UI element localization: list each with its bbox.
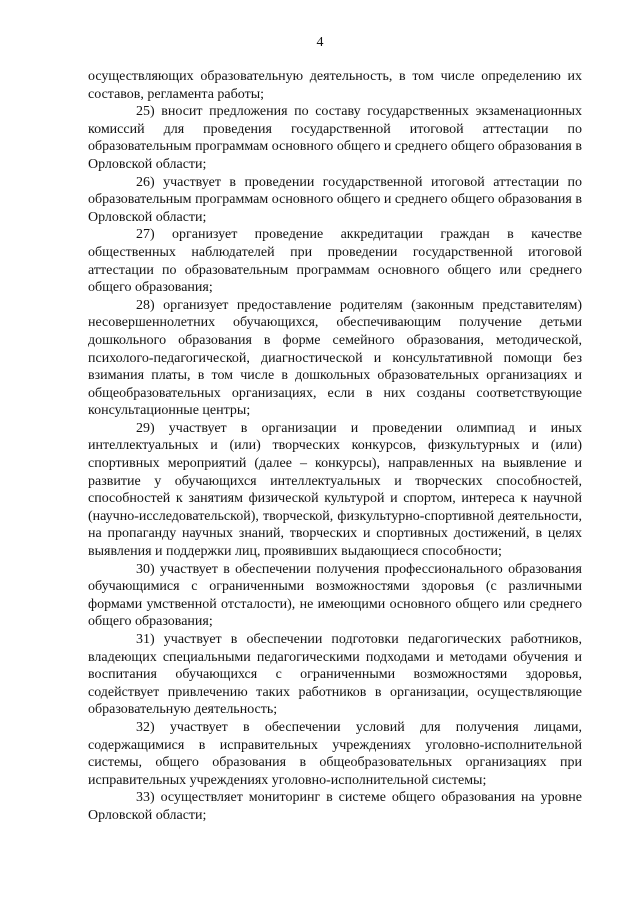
paragraph-item-33: 33) осуществляет мониторинг в системе общего образования на уровне Орловской области;: [88, 790, 582, 823]
paragraph-item-32: 32) участвует в обеспечении условий для получения лицами, содержащимися в исправительных учреждениях уголовно-исполнительной системы, общего образования в общеобразовательных организациях при исправительных учреждениях уголовно-исполнительной системы;: [88, 719, 582, 788]
paragraph-item-31: 31) участвует в обеспечении подготовки педагогических работников, владеющих специальными педагогическими подходами и методами обучения и воспитания обучающихся с ограниченными возможностями здоровья, содействует привлечению таких работников в организации, осуществляющие образовательную деятельность;: [88, 632, 582, 718]
paragraph-item-27: 27) организует проведение аккредитации граждан в качестве общественных наблюдателей при проведении государственной итоговой аттестации по образовательным программам основного общего или среднего общего образования;: [88, 227, 582, 296]
paragraph-continuation: осуществляющих образовательную деятельность, в том числе определению их составов, регламента работы;: [88, 69, 582, 102]
paragraph-item-26: 26) участвует в проведении государственной итоговой аттестации по образовательным программам основного общего и среднего общего образования в Орловской области;: [88, 174, 582, 225]
paragraph-item-25: 25) вносит предложения по составу государственных экзаменационных комиссий для проведения государственной итоговой аттестации по образовательным программам основного общего и среднего общего образования в Орловской области;: [88, 104, 582, 172]
document-body: [88, 68, 582, 825]
paragraph-item-30: 30) участвует в обеспечении получения профессионального образования обучающимися с ограниченными возможностями здоровья (с различными формами умственной отсталости), не имеющими основного общего или среднего общего образования;: [88, 561, 582, 630]
paragraph-item-29: 29) участвует в организации и проведении олимпиад и иных интеллектуальных и (или) творческих конкурсов, физкультурных и (или) спортивных мероприятий (далее – конкурсы), направленных на выявление и развитие у обучающихся интеллектуальных и творческих способностей, способностей к занятиям физической культурой и спортом, интереса к научной (научно-исследовательской), творческой, физкультурно-спортивной деятельности, на пропаганду научных знаний, творческих и спортивных достижений, в целях выявления и поддержки лиц, проявивших выдающиеся способности;: [88, 420, 582, 560]
page-number: 4: [316, 35, 324, 50]
paragraph-item-28: 28) организует предоставление родителям (законным представителям) несовершеннолетних обучающихся, обеспечивающим получение детьми дошкольного образования в форме семейного образования, методической, психолого-педагогической, диагностической и консультативной помощи без взимания платы, в том числе в дошкольных образовательных организациях и общеобразовательных организациях, если в них созданы соответствующие консультационные центры;: [88, 297, 582, 419]
